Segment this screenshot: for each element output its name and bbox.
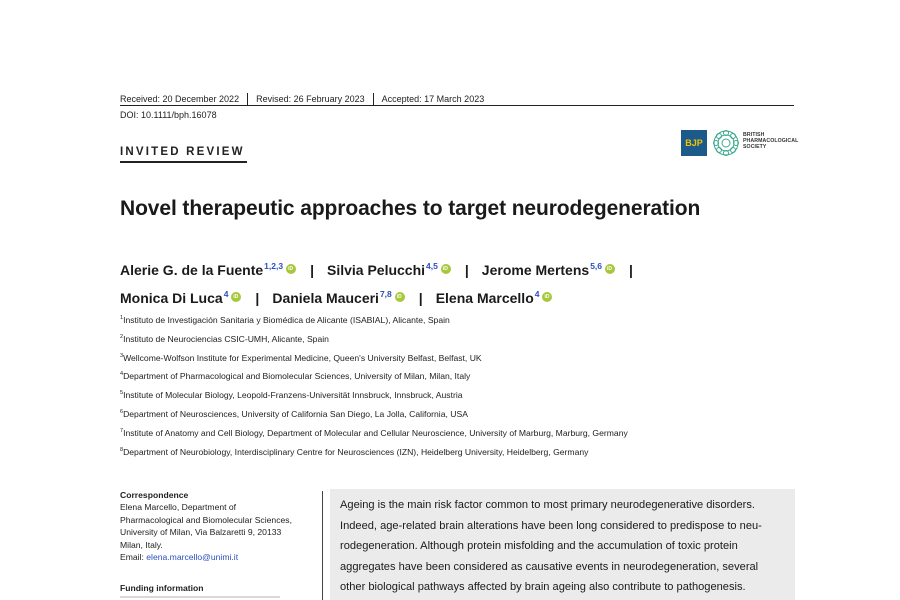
author-name-text: Jerome Mertens <box>481 262 590 278</box>
affiliation-list <box>120 312 800 462</box>
abstract-line: aggregates have been considered as causative events in neurodegeneration, several <box>340 560 759 573</box>
affiliation-item <box>120 331 800 350</box>
author-list <box>120 254 760 310</box>
email-link[interactable]: elena.marcello@unimi.it <box>146 552 239 563</box>
column-divider <box>322 491 323 600</box>
abstract-line: Ageing is the main risk factor common to most primary neurodegenerative disorders. <box>340 499 755 511</box>
meta-separator <box>373 93 374 105</box>
author-separator: | <box>255 290 260 306</box>
abstract-box <box>330 489 795 600</box>
affiliation-number: 5 <box>120 390 124 397</box>
author-name[interactable] <box>436 290 553 306</box>
author-name-text: Silvia Pelucchi <box>326 262 426 278</box>
orcid-icon[interactable] <box>605 264 615 274</box>
orcid-icon[interactable] <box>231 292 241 302</box>
affiliation-number: 6 <box>120 408 124 415</box>
author-name[interactable] <box>482 262 615 278</box>
received-date: Received: 20 December 2022 <box>120 94 240 104</box>
affiliation-item <box>120 387 800 406</box>
orcid-icon[interactable] <box>441 264 451 274</box>
abstract-line: other biological pathways affected by brain ageing also contribute to pathogenesis. <box>340 581 746 594</box>
correspondence-heading: Correspondence <box>120 490 189 500</box>
author-affiliation-marker: 4,5 <box>426 261 438 271</box>
email-label: Email: <box>120 552 147 563</box>
correspondence-block <box>120 489 310 563</box>
author-affiliation-marker: 7,8 <box>379 289 392 299</box>
article-type-underline <box>120 161 247 163</box>
author-separator: | <box>418 290 423 306</box>
bps-wordmark-line: SOCIETY <box>743 144 767 150</box>
funding-text-cutoff <box>120 596 290 600</box>
revised-date: Revised: 26 February 2023 <box>256 94 365 104</box>
affiliation-number: 8 <box>120 446 124 453</box>
bps-wordmark <box>743 132 798 150</box>
author-affiliation-marker: 4 <box>223 289 229 299</box>
orcid-icon[interactable] <box>286 264 296 274</box>
correspondence-line: Pharmacological and Biomolecular Sciences, <box>120 514 292 525</box>
affiliation-item <box>120 312 800 331</box>
affiliation-item <box>120 444 800 463</box>
bjp-logo: BJP <box>681 130 707 156</box>
affiliation-text: Department of Neurosciences, University of California San Diego, La Jolla, California, USA <box>123 408 468 419</box>
author-affiliation-marker: 4 <box>534 289 540 299</box>
funding-text-fragment <box>120 596 280 598</box>
author-affiliation-marker: 1,2,3 <box>264 261 284 271</box>
affiliation-number: 2 <box>120 333 124 340</box>
affiliation-number: 7 <box>120 427 124 434</box>
author-separator: | <box>310 262 314 278</box>
correspondence-line: University of Milan, Via Balzaretti 9, 20133 <box>120 527 282 538</box>
correspondence-line: Elena Marcello, Department of <box>120 502 237 513</box>
affiliation-text: Institute of Molecular Biology, Leopold-Franzens-Universität Innsbruck, Innsbruck, Austria <box>123 390 463 401</box>
author-name-text: Monica Di Luca <box>120 290 223 306</box>
affiliation-text: Instituto de Investigación Sanitaria y Biomédica de Alicante (ISABIAL), Alicante, Spain <box>123 315 450 325</box>
affiliation-text: Department of Neurobiology, Interdisciplinary Centre for Neurosciences (IZN), Heidelberg University, Heidelberg, Germany <box>123 446 589 457</box>
article-type-label: INVITED REVIEW <box>120 146 245 158</box>
author-name-text: Daniela Mauceri <box>272 290 379 306</box>
header-rule <box>120 105 794 106</box>
doi[interactable]: DOI: 10.1111/bph.16078 <box>120 110 217 120</box>
accepted-date: Accepted: 17 March 2023 <box>381 94 485 104</box>
affiliation-text: Department of Pharmacological and Biomolecular Sciences, University of Milan, Milan, Italy <box>123 371 471 382</box>
affiliation-item <box>120 368 800 387</box>
affiliation-number: 4 <box>120 371 124 378</box>
meta-separator <box>247 93 248 105</box>
funding-heading: Funding information <box>120 583 204 593</box>
affiliation-text: Wellcome-Wolfson Institute for Experimental Medicine, Queen's University Belfast, Belfast, UK <box>123 352 482 363</box>
affiliation-text: Instituto de Neurociencias CSIC-UMH, Alicante, Spain <box>123 333 329 344</box>
author-name[interactable] <box>272 290 404 306</box>
bps-wordmark-line: BRITISH <box>743 132 765 138</box>
author-separator: | <box>464 262 469 278</box>
abstract-line: Indeed, age-related brain alterations have been long considered to predispose to neu- <box>340 519 762 532</box>
author-name[interactable] <box>120 290 241 306</box>
affiliation-item <box>120 406 800 425</box>
affiliation-number: 3 <box>120 352 124 359</box>
affiliation-number: 1 <box>120 315 124 321</box>
author-separator: | <box>629 262 633 278</box>
affiliation-item <box>120 425 800 444</box>
article-title: Novel therapeutic approaches to target neurodegeneration <box>120 197 701 220</box>
correspondence-email-line <box>120 551 310 563</box>
author-name[interactable] <box>120 262 296 278</box>
orcid-icon[interactable] <box>395 292 405 302</box>
bps-emblem-icon <box>711 128 741 158</box>
author-name[interactable] <box>327 262 451 278</box>
author-name-text: Elena Marcello <box>435 290 534 306</box>
orcid-icon[interactable] <box>542 292 552 302</box>
affiliation-item <box>120 350 800 369</box>
author-name-text: Alerie G. de la Fuente <box>120 262 264 278</box>
abstract-line: rodegeneration. Although protein misfolding and the accumulation of toxic protein <box>340 540 738 553</box>
correspondence-line: Milan, Italy. <box>120 539 163 550</box>
article-history <box>120 92 794 106</box>
bps-wordmark-line: PHARMACOLOGICAL <box>743 138 799 144</box>
affiliation-text: Institute of Anatomy and Cell Biology, Department of Molecular and Cellular Neuroscience, University of Marburg, Marburg, Germany <box>123 427 628 438</box>
author-affiliation-marker: 5,6 <box>590 261 603 271</box>
